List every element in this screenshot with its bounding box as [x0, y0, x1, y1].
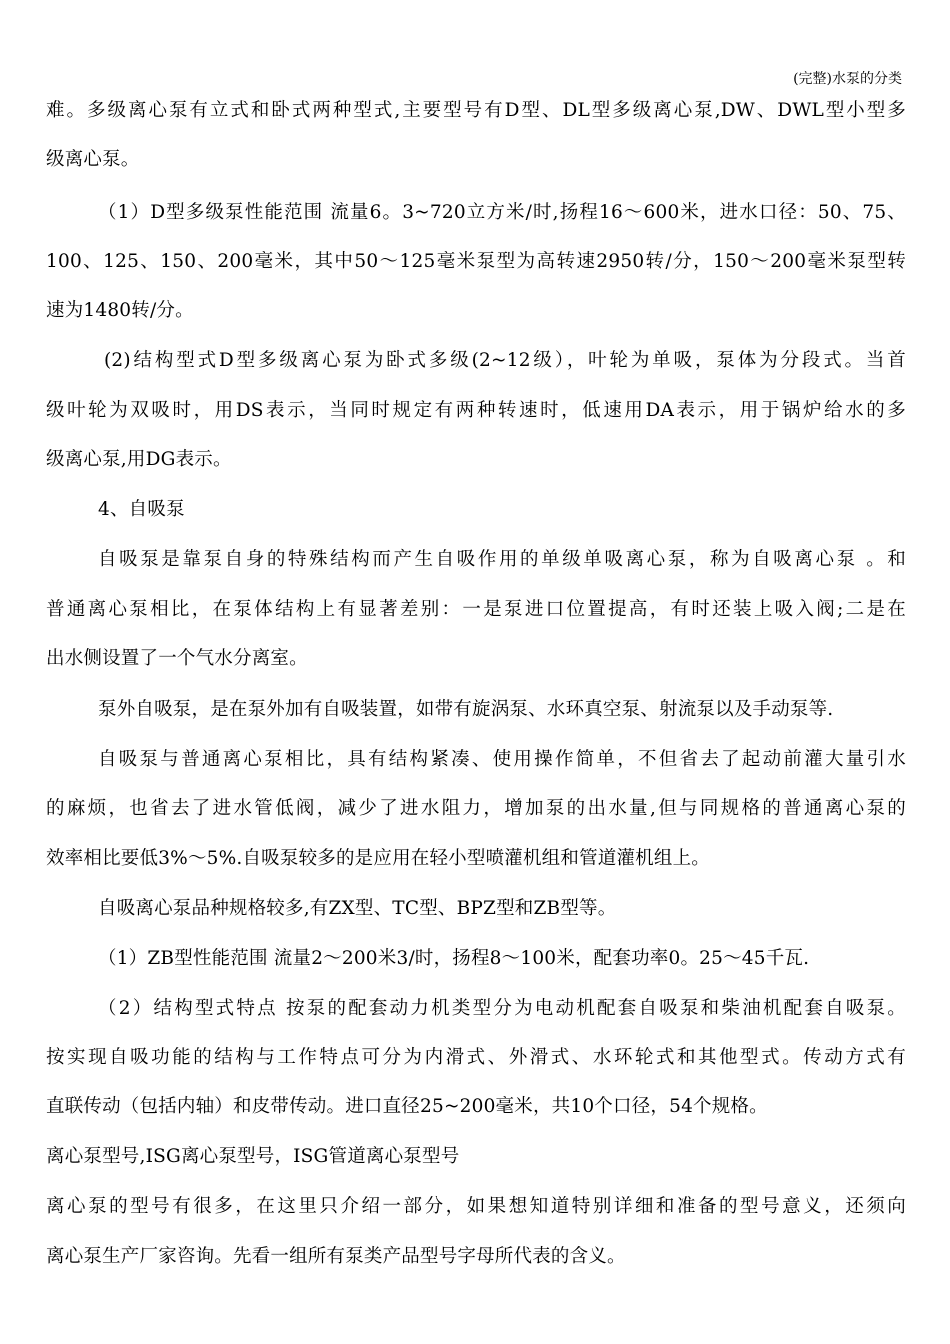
text-line: （1）D型多级泵性能范围 流量6。3~720立方米/时,扬程16～600米，进水口径：50、75、: [98, 202, 906, 223]
text-line: 泵外自吸泵，是在泵外加有自吸装置，如带有旋涡泵、水环真空泵、射流泵以及手动泵等.: [98, 699, 834, 720]
text-line: 普通离心泵相比，在泵体结构上有显著差别：一是泵进口位置提高，有时还装上吸入阀;二是在: [46, 599, 906, 620]
text-line: （2）结构型式特点 按泵的配套动力机类型分为电动机配套自吸泵和柴油机配套自吸泵。: [98, 998, 906, 1019]
text-line: 自吸离心泵品种规格较多,有ZX型、TC型、BPZ型和ZB型等。: [98, 898, 617, 919]
text-line: 级离心泵。: [46, 149, 140, 170]
text-line: 自吸泵是靠泵自身的特殊结构而产生自吸作用的单级单吸离心泵，称为自吸离心泵 。和: [98, 549, 906, 570]
text-line: 速为1480转/分。: [46, 300, 194, 321]
text-line: (2)结构型式D型多级离心泵为卧式多级(2~12级），叶轮为单吸，泵体为分段式。当首: [104, 350, 906, 371]
subheading-line: 离心泵型号,ISG离心泵型号，ISG管道离心泵型号: [46, 1146, 460, 1167]
text-line: 自吸泵与普通离心泵相比，具有结构紧凑、使用操作简单，不但省去了起动前灌大量引水: [98, 749, 906, 770]
text-line: 级叶轮为双吸时，用DS表示，当同时规定有两种转速时，低速用DA表示，用于锅炉给水的多: [46, 400, 906, 421]
text-line: 直联传动（包括内轴）和皮带传动。进口直径25~200毫米，共10个口径，54个规格。: [46, 1096, 768, 1117]
text-line: 离心泵生产厂家咨询。先看一组所有泵类产品型号字母所代表的含义。: [46, 1246, 626, 1267]
text-line: 按实现自吸功能的结构与工作特点可分为内滑式、外滑式、水环轮式和其他型式。传动方式有: [46, 1047, 906, 1068]
page-header: (完整)水泵的分类: [793, 71, 902, 87]
text-line: 级离心泵,用DG表示。: [46, 449, 232, 470]
text-line: 出水侧设置了一个气水分离室。: [46, 648, 308, 669]
text-line: （1）ZB型性能范围 流量2～200米3/时，扬程8～100米，配套功率0。25～45千瓦.: [98, 948, 810, 969]
text-line: 的麻烦，也省去了进水管低阀，减少了进水阻力，增加泵的出水量,但与同规格的普通离心泵的: [46, 798, 906, 819]
section-heading: 4、自吸泵: [98, 499, 185, 520]
text-line: 100、125、150、200毫米，其中50～125毫米泵型为高转速2950转/分，150～200毫米泵型转: [46, 251, 906, 272]
text-line: 效率相比要低3%～5%.自吸泵较多的是应用在轻小型喷灌机组和管道灌机组上。: [46, 848, 710, 869]
text-line: 难。多级离心泵有立式和卧式两种型式,主要型号有D型、DL型多级离心泵,DW、DWL型小型多: [46, 100, 906, 121]
text-line: 离心泵的型号有很多，在这里只介绍一部分，如果想知道特别详细和准备的型号意义，还须向: [46, 1196, 906, 1217]
